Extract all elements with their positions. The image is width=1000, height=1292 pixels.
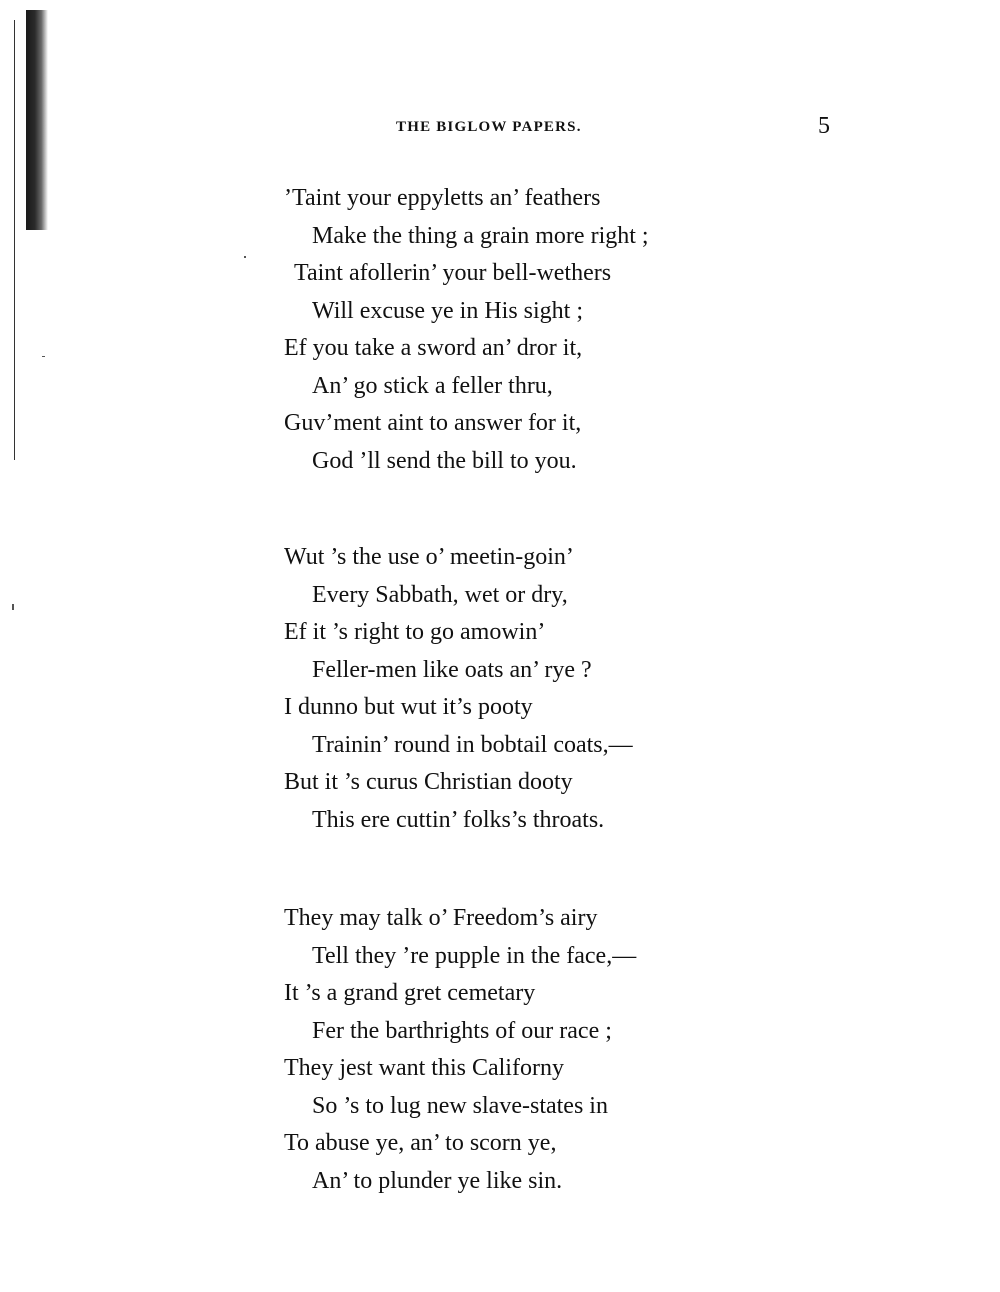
verse-line: An’ to plunder ye like sin. — [312, 1167, 563, 1194]
stanza-2 — [284, 539, 633, 839]
verse-line: To abuse ye, an’ to scorn ye, — [284, 1130, 557, 1156]
verse-line: Will excuse ye in His sight ; — [312, 297, 583, 324]
stanza-3 — [284, 900, 636, 1200]
verse-line: It ’s a grand gret cemetary — [284, 980, 536, 1006]
scan-speck — [12, 604, 14, 610]
verse-line: Taint afollerin’ your bell-wethers — [294, 260, 612, 286]
verse-line: Trainin’ round in bobtail coats,— — [312, 731, 633, 758]
verse-line: This ere cuttin’ folks’s throats. — [312, 806, 605, 833]
verse-line: ’Taint your eppyletts an’ feathers — [284, 185, 601, 211]
verse-line: Fer the barthrights of our race ; — [312, 1017, 612, 1044]
stanza-1 — [284, 180, 649, 480]
verse-line: Every Sabbath, wet or dry, — [312, 581, 568, 608]
verse-line: But it ’s curus Christian dooty — [284, 769, 573, 795]
scan-speck — [42, 356, 45, 357]
binding-edge-line — [14, 20, 15, 460]
verse-line: Guv’ment aint to answer for it, — [284, 410, 582, 436]
verse-line: Tell they ’re pupple in the face,— — [312, 942, 637, 969]
verse-line: An’ go stick a feller thru, — [312, 372, 553, 399]
page-number: 5 — [818, 113, 830, 139]
verse-line: God ’ll send the bill to you. — [312, 447, 577, 474]
verse-line: Feller-men like oats an’ rye ? — [312, 656, 592, 683]
verse-line: So ’s to lug new slave-states in — [312, 1092, 608, 1119]
verse-line: Ef it ’s right to go amowin’ — [284, 619, 546, 645]
verse-line: Ef you take a sword an’ dror it, — [284, 335, 583, 361]
verse-line: Wut ’s the use o’ meetin-goin’ — [284, 544, 574, 570]
binding-shadow — [26, 10, 48, 230]
verse-line: Make the thing a grain more right ; — [312, 222, 649, 249]
scan-speck — [244, 256, 246, 258]
verse-line: I dunno but wut it’s pooty — [284, 694, 533, 720]
verse-line: They may talk o’ Freedom’s airy — [284, 905, 598, 931]
verse-line: They jest want this Californy — [284, 1055, 564, 1081]
running-header: THE BIGLOW PAPERS. — [396, 119, 582, 135]
